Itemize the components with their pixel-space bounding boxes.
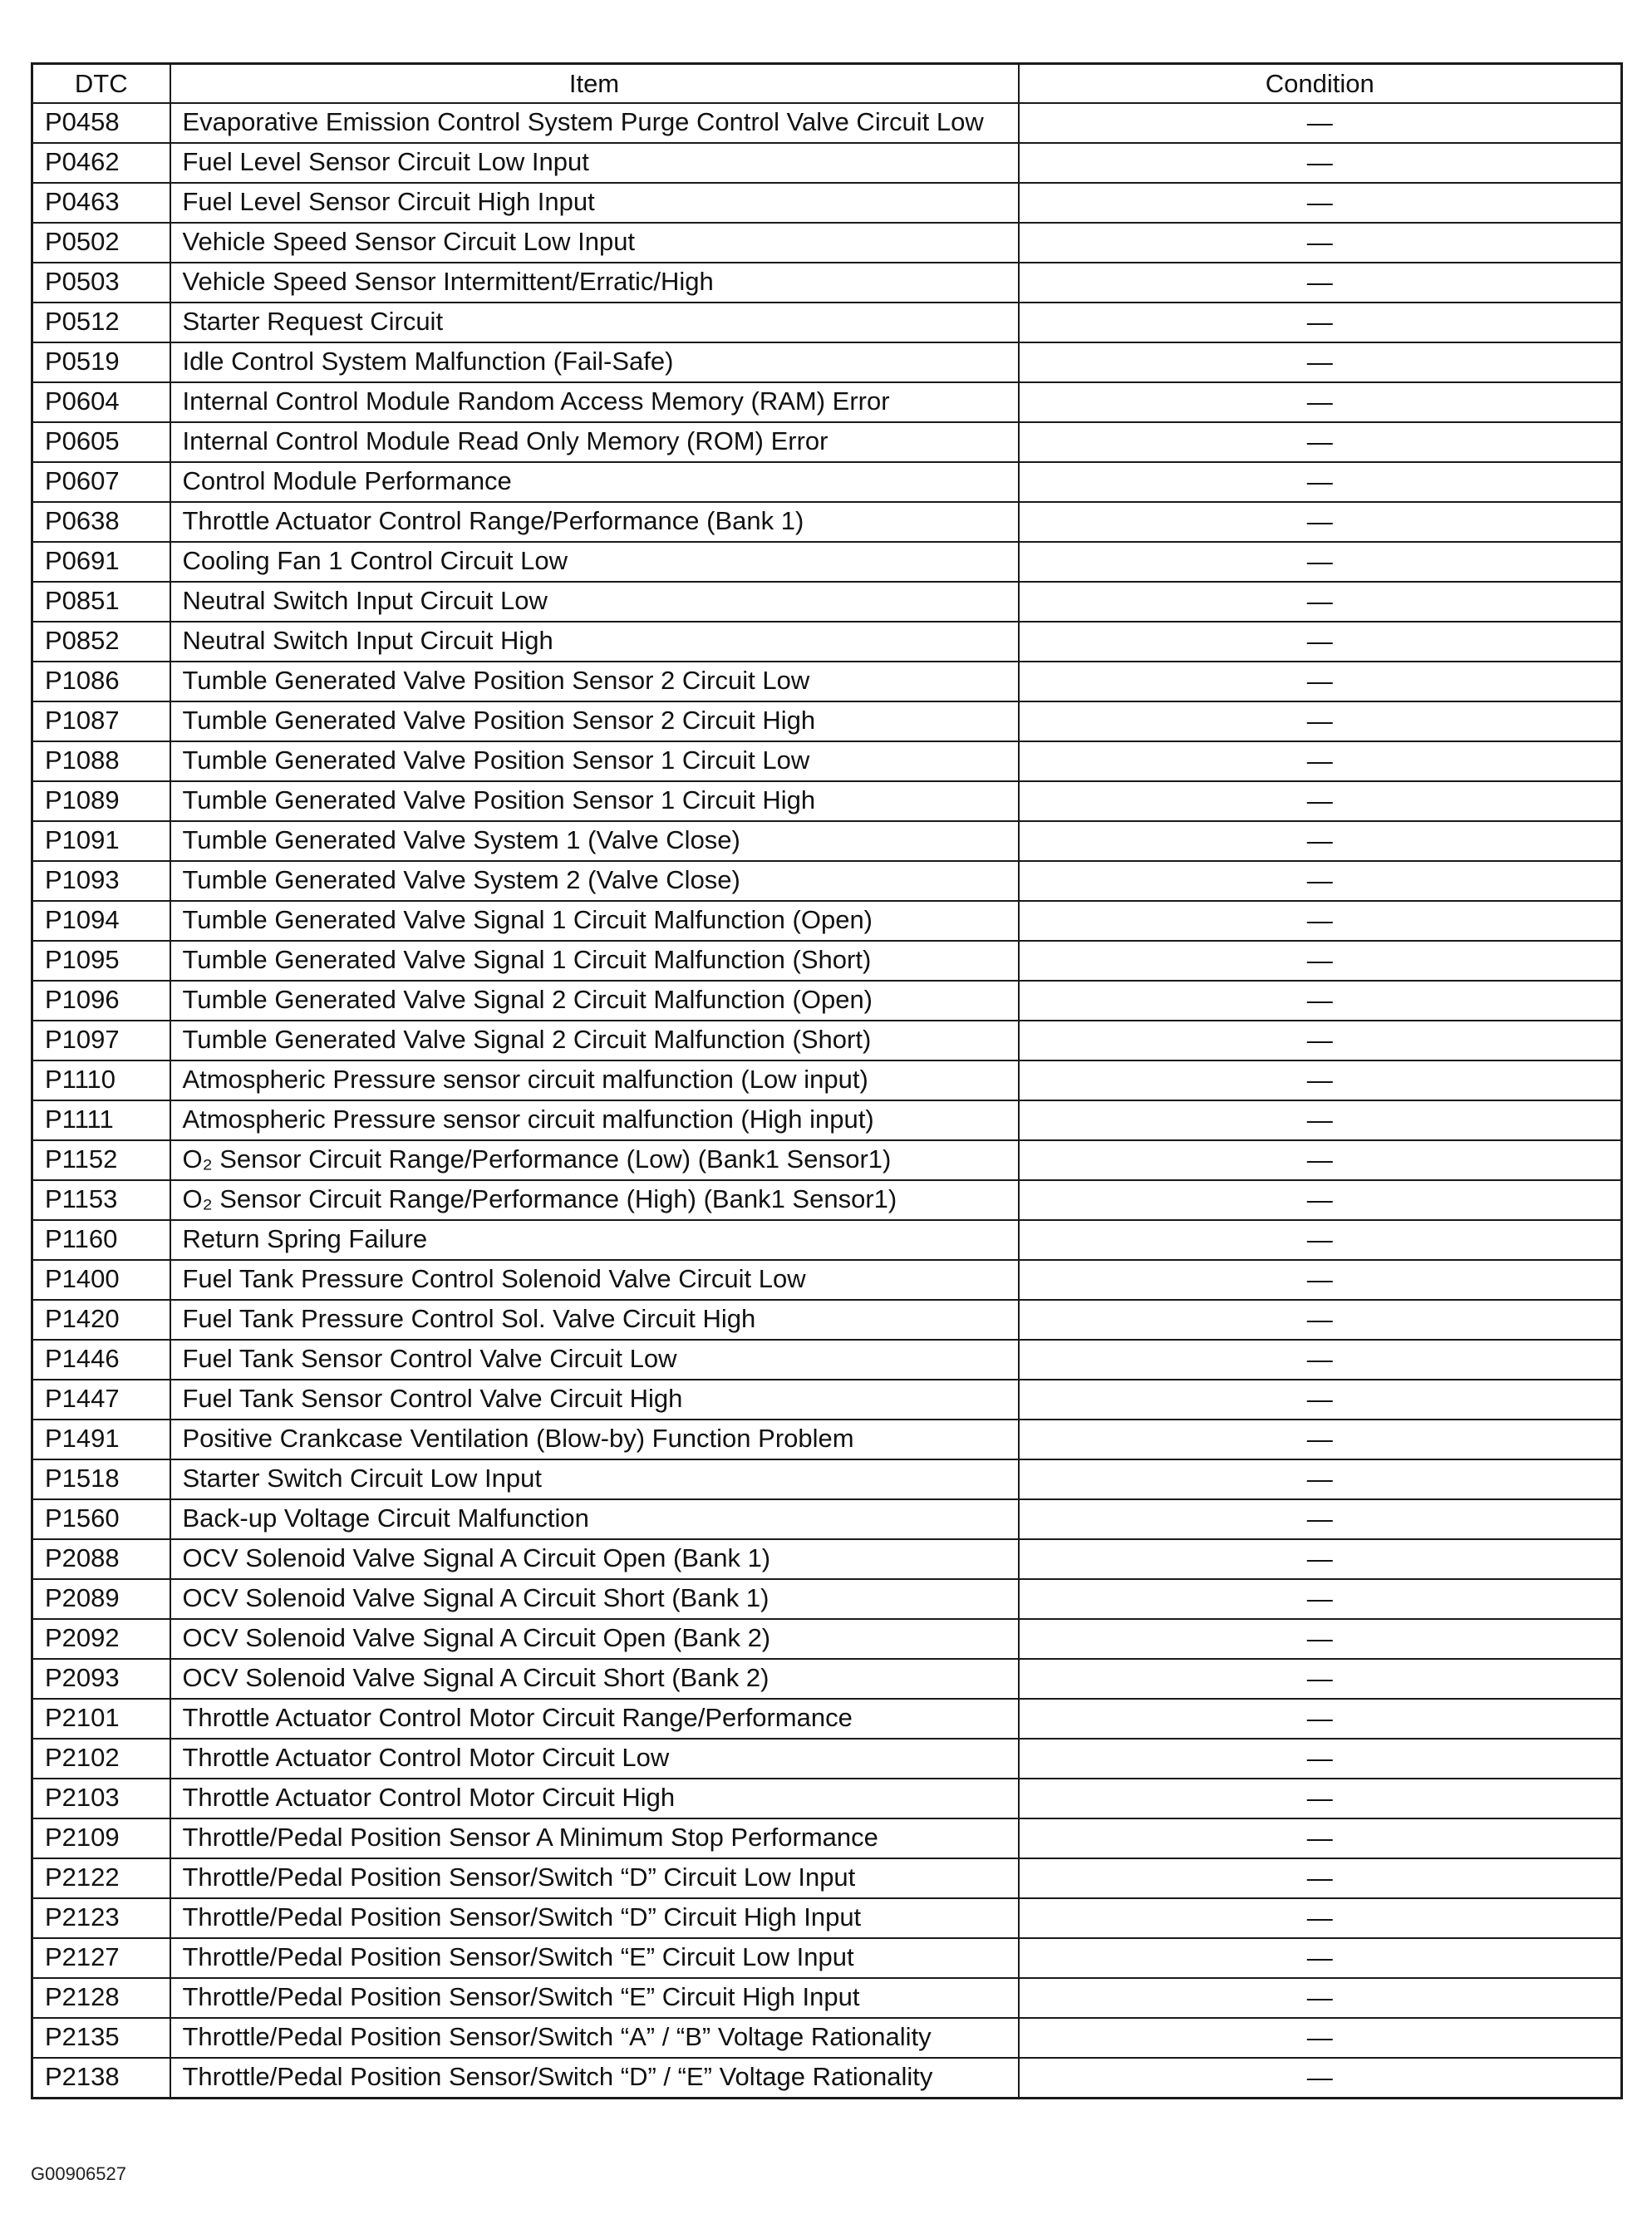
table-row [32, 382, 1622, 422]
dtc-condition: — [1019, 622, 1622, 662]
dtc-item: Throttle Actuator Control Motor Circuit Low [170, 1739, 1019, 1779]
dtc-condition: — [1019, 941, 1622, 981]
dtc-item: OCV Solenoid Valve Signal A Circuit Open (Bank 2) [170, 1619, 1019, 1659]
dtc-code: P1095 [32, 941, 170, 981]
table-row [32, 582, 1622, 622]
table-row [32, 1459, 1622, 1499]
dtc-item: Tumble Generated Valve Position Sensor 1 Circuit High [170, 781, 1019, 821]
dtc-item: Throttle/Pedal Position Sensor/Switch “A” / “B” Voltage Rationality [170, 2018, 1019, 2058]
dtc-code: P0462 [32, 143, 170, 183]
dtc-code: P0503 [32, 263, 170, 303]
dtc-item: Throttle/Pedal Position Sensor/Switch “D” / “E” Voltage Rationality [170, 2058, 1019, 2099]
dtc-code: P0638 [32, 502, 170, 542]
table-row [32, 342, 1622, 382]
dtc-code: P2122 [32, 1858, 170, 1898]
dtc-item: Tumble Generated Valve Signal 1 Circuit Malfunction (Open) [170, 901, 1019, 941]
dtc-condition: — [1019, 1140, 1622, 1180]
table-row [32, 1978, 1622, 2018]
dtc-item: Fuel Level Sensor Circuit Low Input [170, 143, 1019, 183]
dtc-code: P2088 [32, 1539, 170, 1579]
dtc-condition: — [1019, 1300, 1622, 1340]
dtc-code: P0604 [32, 382, 170, 422]
dtc-item: Neutral Switch Input Circuit Low [170, 582, 1019, 622]
table-row [32, 2058, 1622, 2099]
dtc-code: P0607 [32, 462, 170, 502]
table-row [32, 1100, 1622, 1140]
dtc-item: O₂ Sensor Circuit Range/Performance (Low) (Bank1 Sensor1) [170, 1140, 1019, 1180]
header-condition: Condition [1019, 64, 1622, 104]
header-item: Item [170, 64, 1019, 104]
table-row [32, 1619, 1622, 1659]
table-row [32, 1140, 1622, 1180]
dtc-item: Fuel Tank Pressure Control Sol. Valve Circuit High [170, 1300, 1019, 1340]
dtc-item: Return Spring Failure [170, 1220, 1019, 1260]
table-row [32, 1779, 1622, 1818]
dtc-condition: — [1019, 1938, 1622, 1978]
dtc-condition: — [1019, 502, 1622, 542]
dtc-code: P2103 [32, 1779, 170, 1818]
dtc-item: Throttle/Pedal Position Sensor/Switch “D” Circuit Low Input [170, 1858, 1019, 1898]
table-row [32, 901, 1622, 941]
dtc-item: Vehicle Speed Sensor Intermittent/Erratic/High [170, 263, 1019, 303]
dtc-condition: — [1019, 223, 1622, 263]
dtc-condition: — [1019, 1659, 1622, 1699]
table-row [32, 1659, 1622, 1699]
table-row [32, 1380, 1622, 1420]
dtc-item: Fuel Tank Pressure Control Solenoid Valve Circuit Low [170, 1260, 1019, 1300]
dtc-item: OCV Solenoid Valve Signal A Circuit Open (Bank 1) [170, 1539, 1019, 1579]
table-row [32, 1220, 1622, 1260]
dtc-item: Fuel Level Sensor Circuit High Input [170, 183, 1019, 223]
table-row [32, 103, 1622, 143]
dtc-code: P1111 [32, 1100, 170, 1140]
dtc-item: OCV Solenoid Valve Signal A Circuit Short (Bank 1) [170, 1579, 1019, 1619]
dtc-condition: — [1019, 1420, 1622, 1459]
dtc-code: P2093 [32, 1659, 170, 1699]
dtc-item: Throttle Actuator Control Motor Circuit Range/Performance [170, 1699, 1019, 1739]
table-row [32, 1260, 1622, 1300]
dtc-condition: — [1019, 781, 1622, 821]
dtc-item: Throttle Actuator Control Range/Performance (Bank 1) [170, 502, 1019, 542]
dtc-code: P1087 [32, 701, 170, 741]
dtc-condition: — [1019, 422, 1622, 462]
dtc-code: P1089 [32, 781, 170, 821]
dtc-condition: — [1019, 1340, 1622, 1380]
dtc-code: P2101 [32, 1699, 170, 1739]
dtc-item: Throttle/Pedal Position Sensor/Switch “D” Circuit High Input [170, 1898, 1019, 1938]
dtc-code: P2123 [32, 1898, 170, 1938]
table-row [32, 1539, 1622, 1579]
dtc-condition: — [1019, 1818, 1622, 1858]
header-dtc: DTC [32, 64, 170, 104]
dtc-item: Tumble Generated Valve Position Sensor 2 Circuit Low [170, 662, 1019, 701]
table-row [32, 622, 1622, 662]
dtc-item: Throttle/Pedal Position Sensor/Switch “E” Circuit Low Input [170, 1938, 1019, 1978]
dtc-table [31, 62, 1623, 2099]
table-row [32, 1180, 1622, 1220]
dtc-item: Internal Control Module Read Only Memory (ROM) Error [170, 422, 1019, 462]
table-row [32, 821, 1622, 861]
dtc-code: P1560 [32, 1499, 170, 1539]
dtc-code: P1160 [32, 1220, 170, 1260]
table-row [32, 741, 1622, 781]
table-row [32, 502, 1622, 542]
table-row [32, 223, 1622, 263]
dtc-item: Back-up Voltage Circuit Malfunction [170, 1499, 1019, 1539]
dtc-code: P2109 [32, 1818, 170, 1858]
dtc-condition: — [1019, 1579, 1622, 1619]
dtc-condition: — [1019, 303, 1622, 342]
dtc-item: Tumble Generated Valve Position Sensor 1 Circuit Low [170, 741, 1019, 781]
table-row [32, 542, 1622, 582]
dtc-code: P1093 [32, 861, 170, 901]
dtc-code: P1086 [32, 662, 170, 701]
table-row [32, 1898, 1622, 1938]
dtc-condition: — [1019, 1499, 1622, 1539]
dtc-item: Fuel Tank Sensor Control Valve Circuit High [170, 1380, 1019, 1420]
dtc-item: Neutral Switch Input Circuit High [170, 622, 1019, 662]
dtc-condition: — [1019, 1021, 1622, 1060]
table-row [32, 981, 1622, 1021]
table-row [32, 1340, 1622, 1380]
dtc-code: P0605 [32, 422, 170, 462]
dtc-condition: — [1019, 263, 1622, 303]
dtc-code: P0458 [32, 103, 170, 143]
dtc-condition: — [1019, 582, 1622, 622]
dtc-code: P0463 [32, 183, 170, 223]
dtc-code: P2127 [32, 1938, 170, 1978]
table-row [32, 1579, 1622, 1619]
dtc-item: Tumble Generated Valve System 2 (Valve Close) [170, 861, 1019, 901]
dtc-code: P1096 [32, 981, 170, 1021]
dtc-condition: — [1019, 701, 1622, 741]
dtc-item: Fuel Tank Sensor Control Valve Circuit Low [170, 1340, 1019, 1380]
dtc-condition: — [1019, 143, 1622, 183]
dtc-condition: — [1019, 1100, 1622, 1140]
table-row [32, 1818, 1622, 1858]
dtc-condition: — [1019, 103, 1622, 143]
dtc-code: P2092 [32, 1619, 170, 1659]
dtc-code: P1447 [32, 1380, 170, 1420]
table-row [32, 263, 1622, 303]
table-row [32, 1060, 1622, 1100]
table-row [32, 1420, 1622, 1459]
table-row [32, 1858, 1622, 1898]
dtc-item: Internal Control Module Random Access Memory (RAM) Error [170, 382, 1019, 422]
dtc-condition: — [1019, 542, 1622, 582]
dtc-condition: — [1019, 462, 1622, 502]
table-row [32, 303, 1622, 342]
dtc-condition: — [1019, 2018, 1622, 2058]
dtc-item: Starter Request Circuit [170, 303, 1019, 342]
dtc-item: Evaporative Emission Control System Purge Control Valve Circuit Low [170, 103, 1019, 143]
dtc-condition: — [1019, 861, 1622, 901]
dtc-item: Throttle/Pedal Position Sensor/Switch “E” Circuit High Input [170, 1978, 1019, 2018]
dtc-condition: — [1019, 1060, 1622, 1100]
dtc-item: Control Module Performance [170, 462, 1019, 502]
dtc-code: P2135 [32, 2018, 170, 2058]
dtc-code: P0852 [32, 622, 170, 662]
dtc-code: P2102 [32, 1739, 170, 1779]
dtc-item: Atmospheric Pressure sensor circuit malfunction (Low input) [170, 1060, 1019, 1100]
dtc-code: P0502 [32, 223, 170, 263]
dtc-code: P1091 [32, 821, 170, 861]
dtc-condition: — [1019, 1459, 1622, 1499]
table-row [32, 143, 1622, 183]
dtc-code: P1097 [32, 1021, 170, 1060]
dtc-code: P1400 [32, 1260, 170, 1300]
table-row [32, 941, 1622, 981]
dtc-condition: — [1019, 382, 1622, 422]
dtc-condition: — [1019, 1898, 1622, 1938]
dtc-condition: — [1019, 1619, 1622, 1659]
table-body [32, 103, 1622, 2099]
dtc-condition: — [1019, 821, 1622, 861]
dtc-condition: — [1019, 1180, 1622, 1220]
dtc-item: Tumble Generated Valve System 1 (Valve Close) [170, 821, 1019, 861]
table-row [32, 701, 1622, 741]
table-row [32, 1300, 1622, 1340]
dtc-code: P0691 [32, 542, 170, 582]
dtc-item: Atmospheric Pressure sensor circuit malfunction (High input) [170, 1100, 1019, 1140]
dtc-condition: — [1019, 1260, 1622, 1300]
dtc-code: P1420 [32, 1300, 170, 1340]
dtc-code: P2128 [32, 1978, 170, 2018]
dtc-item: O₂ Sensor Circuit Range/Performance (High) (Bank1 Sensor1) [170, 1180, 1019, 1220]
table-row [32, 462, 1622, 502]
dtc-condition: — [1019, 183, 1622, 223]
dtc-condition: — [1019, 1978, 1622, 2018]
dtc-item: Cooling Fan 1 Control Circuit Low [170, 542, 1019, 582]
dtc-condition: — [1019, 1380, 1622, 1420]
dtc-item: Throttle/Pedal Position Sensor A Minimum Stop Performance [170, 1818, 1019, 1858]
dtc-condition: — [1019, 1220, 1622, 1260]
table-row [32, 422, 1622, 462]
dtc-code: P1153 [32, 1180, 170, 1220]
dtc-condition: — [1019, 981, 1622, 1021]
dtc-condition: — [1019, 342, 1622, 382]
dtc-item: Tumble Generated Valve Signal 2 Circuit Malfunction (Short) [170, 1021, 1019, 1060]
dtc-code: P2089 [32, 1579, 170, 1619]
dtc-condition: — [1019, 1699, 1622, 1739]
dtc-item: Positive Crankcase Ventilation (Blow-by) Function Problem [170, 1420, 1019, 1459]
table-row [32, 183, 1622, 223]
dtc-item: Throttle Actuator Control Motor Circuit High [170, 1779, 1019, 1818]
dtc-code: P1491 [32, 1420, 170, 1459]
table-row [32, 1699, 1622, 1739]
figure-id: G00906527 [31, 2163, 126, 2184]
dtc-item: OCV Solenoid Valve Signal A Circuit Short (Bank 2) [170, 1659, 1019, 1699]
table-row [32, 1938, 1622, 1978]
dtc-code: P1088 [32, 741, 170, 781]
table-row [32, 1499, 1622, 1539]
dtc-code: P0519 [32, 342, 170, 382]
table-header-row [32, 64, 1622, 104]
dtc-condition: — [1019, 901, 1622, 941]
dtc-code: P1094 [32, 901, 170, 941]
table-row [32, 662, 1622, 701]
dtc-condition: — [1019, 1779, 1622, 1818]
dtc-condition: — [1019, 741, 1622, 781]
dtc-code: P1110 [32, 1060, 170, 1100]
dtc-item: Tumble Generated Valve Position Sensor 2 Circuit High [170, 701, 1019, 741]
table-row [32, 781, 1622, 821]
table-row [32, 1021, 1622, 1060]
dtc-item: Starter Switch Circuit Low Input [170, 1459, 1019, 1499]
dtc-condition: — [1019, 2058, 1622, 2099]
table-row [32, 1739, 1622, 1779]
dtc-item: Tumble Generated Valve Signal 2 Circuit Malfunction (Open) [170, 981, 1019, 1021]
dtc-item: Idle Control System Malfunction (Fail-Safe) [170, 342, 1019, 382]
dtc-code: P0512 [32, 303, 170, 342]
table-row [32, 861, 1622, 901]
table-row [32, 2018, 1622, 2058]
dtc-item: Vehicle Speed Sensor Circuit Low Input [170, 223, 1019, 263]
dtc-condition: — [1019, 1858, 1622, 1898]
dtc-condition: — [1019, 1539, 1622, 1579]
dtc-code: P1152 [32, 1140, 170, 1180]
dtc-condition: — [1019, 1739, 1622, 1779]
dtc-code: P0851 [32, 582, 170, 622]
dtc-code: P1518 [32, 1459, 170, 1499]
dtc-item: Tumble Generated Valve Signal 1 Circuit Malfunction (Short) [170, 941, 1019, 981]
dtc-code: P2138 [32, 2058, 170, 2099]
dtc-condition: — [1019, 662, 1622, 701]
dtc-code: P1446 [32, 1340, 170, 1380]
